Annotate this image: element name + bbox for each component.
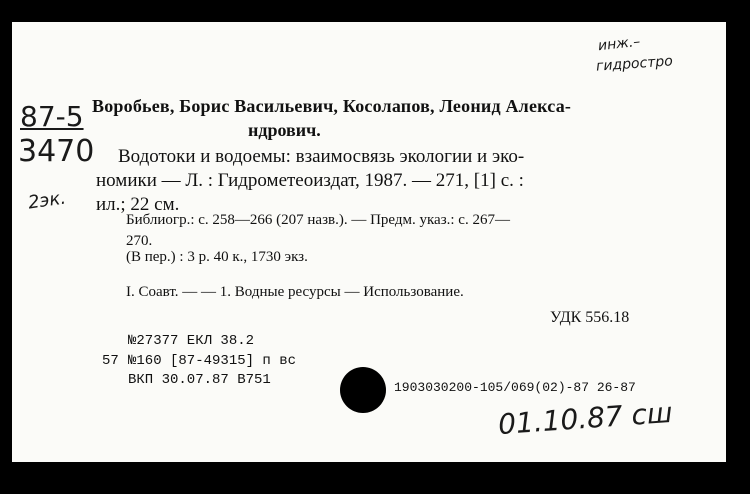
- authors-line-2: ндрович.: [248, 120, 321, 140]
- handwritten-note-top: инж.–: [597, 33, 642, 55]
- handwritten-date: 01.10.87 сш: [497, 395, 674, 442]
- call-number-top: 87-5: [20, 100, 84, 133]
- bibliography-line-1: Библиогр.: с. 258—266 (207 назв.). — Предм. указ.: с. 267—: [126, 212, 510, 228]
- subjects-line: I. Соавт. — — 1. Водные ресурсы — Использование.: [126, 284, 464, 300]
- call-number-bottom: 3470: [18, 134, 95, 169]
- catalog-card: [12, 22, 726, 462]
- handwritten-note-top-2: гидростро: [595, 53, 674, 75]
- footer-line-3: ВКП 30.07.87 В751: [128, 372, 271, 388]
- authors-text: Воробьев, Борис Васильевич, Косолапов, Леонид Алекса-: [92, 96, 572, 116]
- bibliography-line-2: 270.: [126, 233, 153, 249]
- title-line-3: ил.; 22 см.: [96, 194, 180, 215]
- footer-code: 1903030200-105/069(02)-87 26-87: [394, 380, 636, 395]
- footer-line-2-prefix: 57: [102, 353, 119, 369]
- title-line-1: Водотоки и водоемы: взаимосвязь экологии и эко-: [118, 146, 525, 167]
- punch-hole: [340, 367, 386, 413]
- footer-line-1: №27377 ЕКЛ 38.2: [128, 333, 255, 349]
- udk-line: УДК 556.18: [550, 309, 630, 326]
- copies-note: 2эк.: [26, 187, 68, 214]
- price-line: (В пер.) : 3 р. 40 к., 1730 экз.: [126, 249, 308, 265]
- authors-line-1: [92, 96, 571, 117]
- footer-line-2: №160 [87-49315] п вс: [128, 353, 297, 369]
- title-line-2: номики — Л. : Гидрометеоиздат, 1987. — 271, [1] с. :: [96, 170, 524, 191]
